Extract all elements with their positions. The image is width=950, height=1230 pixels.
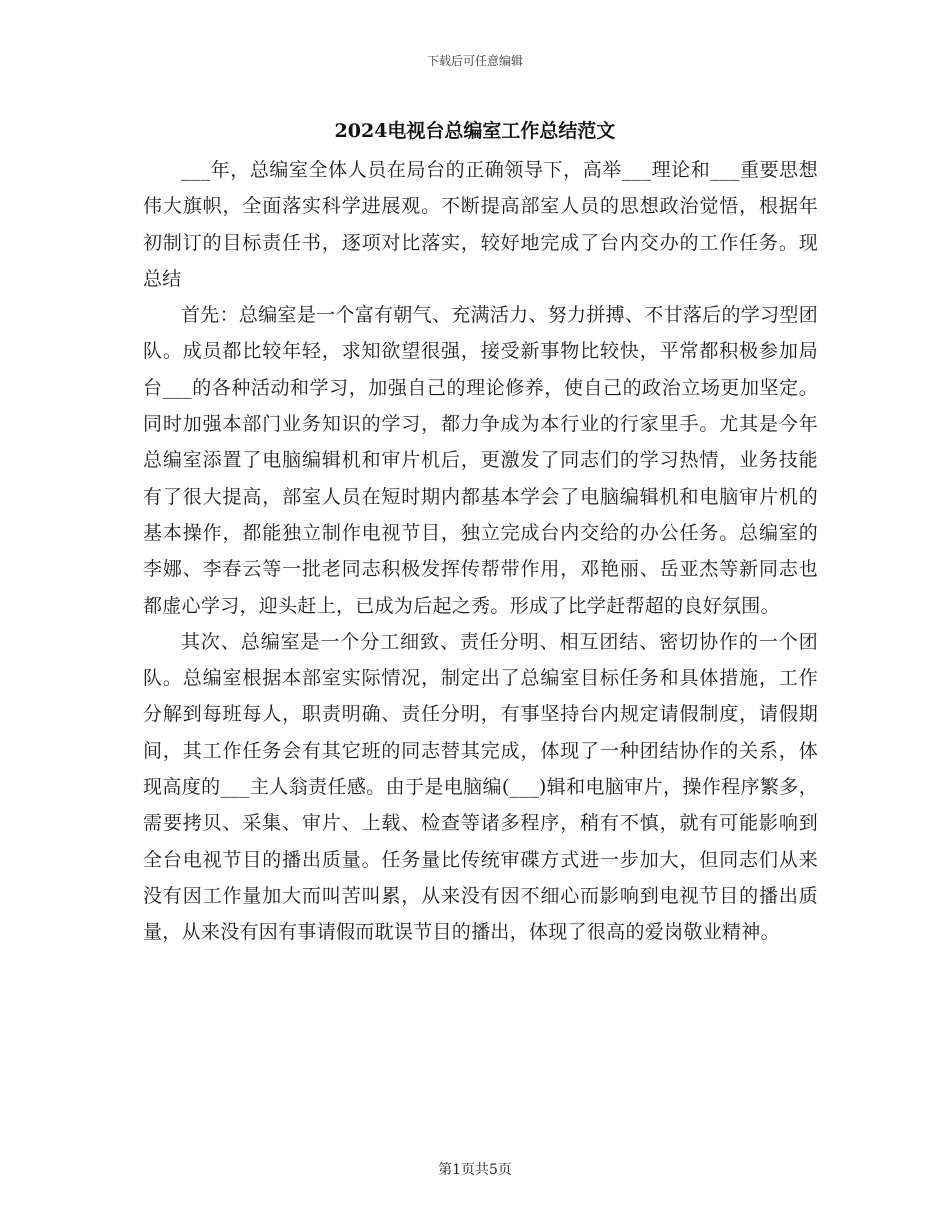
page-number: 第1页共5页 [438,1162,512,1178]
paragraph-first: 首先：总编室是一个富有朝气、充满活力、努力拼搏、不甘落后的学习型团队。成员都比较年轻，求知欲望很强，接受新事物比较快，平常都积极参加局台___的各种活动和学习，加强自己的理论修养，使自己的政治立场更加坚定。同时加强本部门业务知识的学习，都力争成为本行业的行家里手。尤其是今年总编室添置了电脑编辑机和审片机后，更激发了同志们的学习热情，业务技能有了很大提高，部室人员在短时期内都基本学会了电脑编辑机和电脑审片机的基本操作，都能独立制作电视节目，独立完成台内交给的办公任务。总编室的李娜、李春云等一批老同志积极发挥传帮带作用，邓艳丽、岳亚杰等新同志也都虚心学习，迎头赶上，已成为后起之秀。形成了比学赶帮超的良好氛围。 [143,304,818,617]
page-header-note: 下载后可任意编辑 [426,54,523,68]
document-body [143,152,818,951]
document-title: 2024电视台总编室工作总结范文 [334,120,616,142]
paragraph-intro: ___年，总编室全体人员在局台的正确领导下，高举___理论和___重要思想伟大旗帜，全面落实科学进展观。不断提高部室人员的思想政治觉悟，根据年初制订的目标责任书，逐项对比落实，较好地完成了台内交办的工作任务。现总结 [143,159,818,290]
paragraph-second: 其次、总编室是一个分工细致、责任分明、相互团结、密切协作的一个团队。总编室根据本部室实际情况，制定出了总编室目标任务和具体措施，工作分解到每班每人，职责明确、责任分明，有事坚持台内规定请假制度，请假期间，其工作任务会有其它班的同志替其完成，体现了一种团结协作的关系，体现高度的___主人翁责任感。由于是电脑编(___)辑和电脑审片，操作程序繁多，需要拷贝、采集、审片、上载、检查等诸多程序，稍有不慎，就有可能影响到全台电视节目的播出质量。任务量比传统审碟方式进一步加大，但同志们从来没有因工作量加大而叫苦叫累，从来没有因不细心而影响到电视节目的播出质量，从来没有因有事请假而耽误节目的播出，体现了很高的爱岗敬业精神。 [143,630,818,944]
